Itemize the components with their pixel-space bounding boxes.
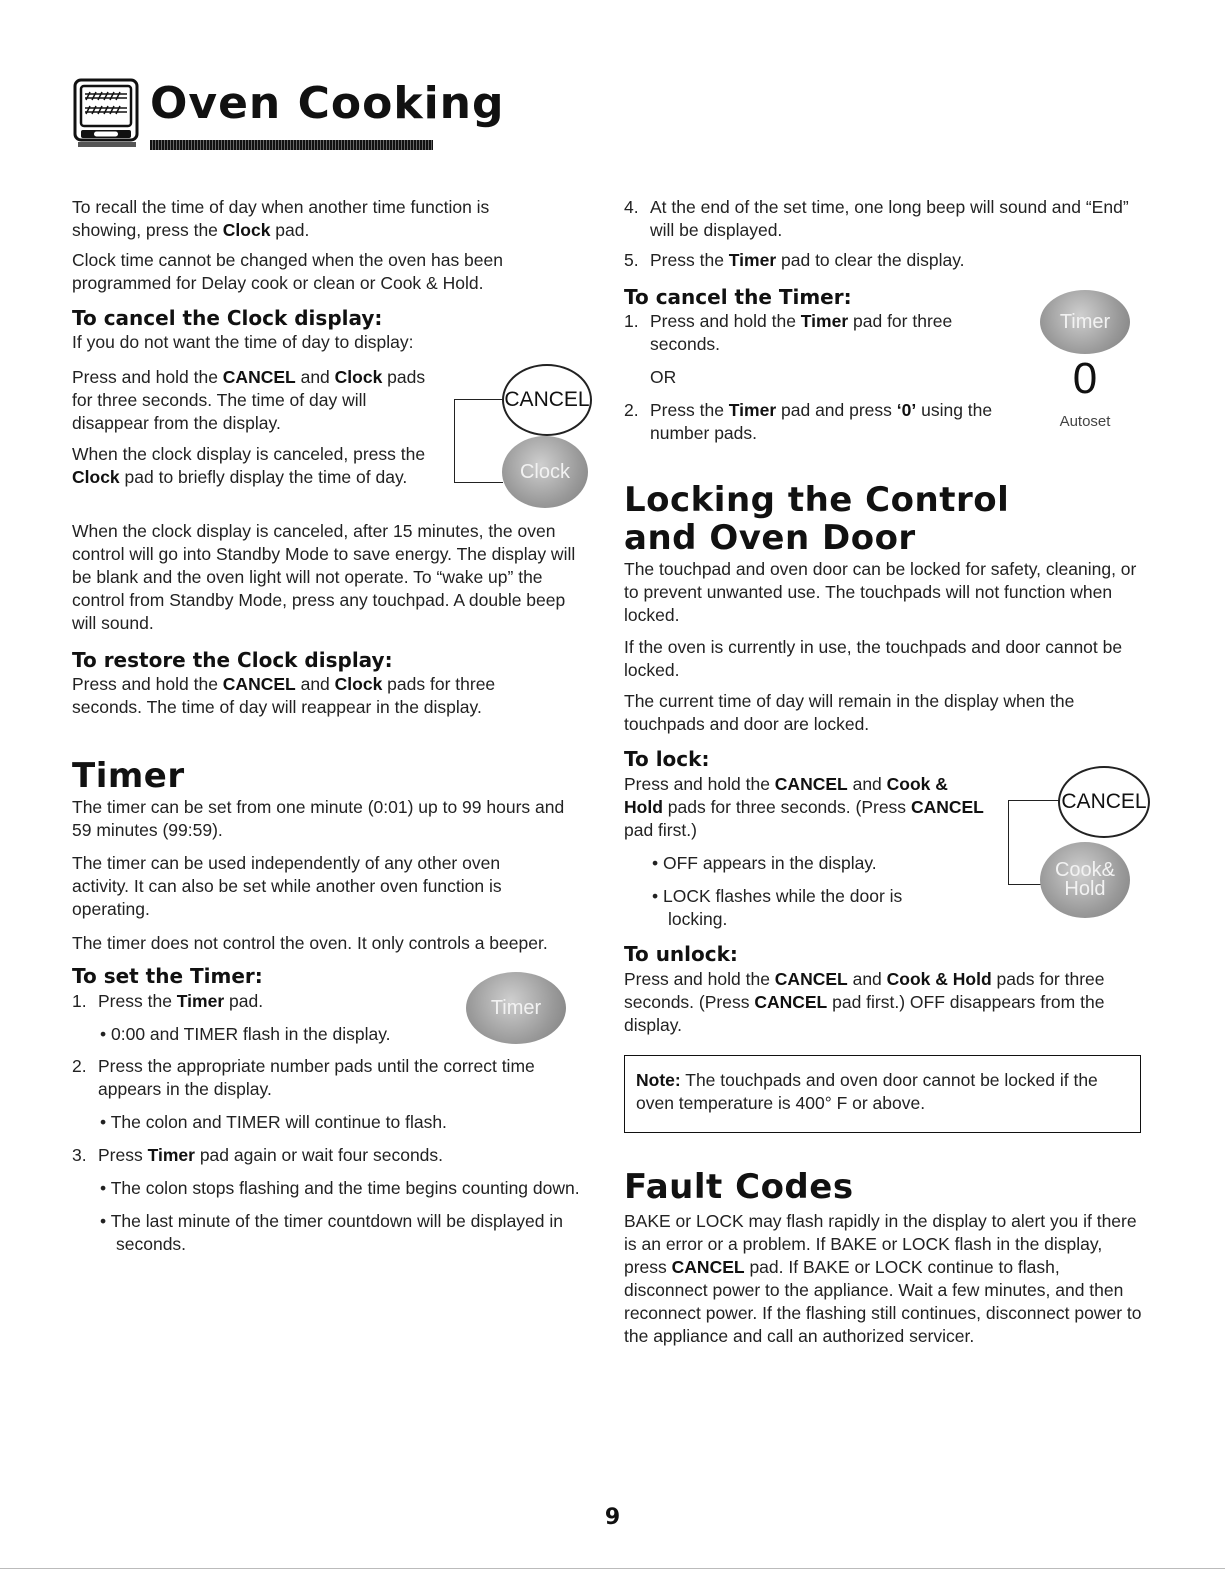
lock-bullet-2: • LOCK flashes while the door is locking.: [652, 886, 903, 929]
timer-range-paragraph: The timer can be set from one minute (0:01) up to 99 hours and 59 minutes (99:59).: [72, 797, 565, 840]
heading-rule: [150, 140, 433, 150]
cancel-pad[interactable]: CANCEL: [502, 364, 592, 436]
standby-paragraph: When the clock display is canceled, after 15 minutes, the oven control will go into Standby Mode to save energy. The display will be blank and the oven light will not operate. To “wake up” the control from Standby Mode, press any touchpad. A double beep will sound.: [72, 521, 576, 633]
page-title: Oven Cooking: [150, 78, 505, 129]
restore-clock-paragraph: Press and hold the CANCEL and Clock pads for three seconds. The time of day will reappear in the display.: [72, 674, 496, 717]
lock-heading: To lock:: [624, 747, 710, 771]
oven-icon: [72, 78, 142, 148]
timer-heading: Timer: [72, 756, 185, 796]
unlock-paragraph: Press and hold the CANCEL and Cook & Hold pads for three seconds. (Press CANCEL pad first.) OFF disappears from the display.: [624, 969, 1105, 1035]
or-label: OR: [650, 367, 677, 387]
step-3-bullet-2: • The last minute of the timer countdown will be displayed in seconds.: [100, 1211, 564, 1254]
cancel-pad-lock[interactable]: CANCEL: [1058, 766, 1150, 838]
clock-pad[interactable]: Clock: [502, 436, 588, 508]
locking-paragraph-2: If the oven is currently in use, the touchpads and door cannot be locked.: [624, 637, 1123, 680]
fault-codes-paragraph: BAKE or LOCK may flash rapidly in the display to alert you if there is an error or a problem. If BAKE or LOCK flash in the display, press CANCEL pad. If BAKE or LOCK continue to flash, disconnect power to the appliance. Wait a few minutes, and then reconnect power. If the flashing still continues, disconnect power to the appliance and call an authorized servicer.: [624, 1211, 1142, 1346]
cancel-clock-instructions: Press and hold the CANCEL and Clock pads for three seconds. The time of day will disappear from the display.: [72, 367, 426, 433]
zero-key[interactable]: 0: [1072, 354, 1098, 403]
fault-codes-heading: Fault Codes: [624, 1167, 854, 1207]
step-1: 1. Press the Timer pad.: [72, 991, 264, 1011]
locking-paragraph-1: The touchpad and oven door can be locked for safety, cleaning, or to prevent unwanted use. The touchpads will not function when locked.: [624, 559, 1137, 625]
lock-bullet-1: • OFF appears in the display.: [652, 853, 877, 873]
clock-note-paragraph: Clock time cannot be changed when the oven has been programmed for Delay cook or clean or Cook & Hold.: [72, 250, 503, 293]
timer-beeper-paragraph: The timer does not control the oven. It only controls a beeper.: [72, 933, 548, 953]
note-text: Note: The touchpads and oven door cannot be locked if the oven temperature is 400° F or above.: [636, 1070, 1098, 1113]
unlock-heading: To unlock:: [624, 942, 738, 966]
cancel-timer-heading: To cancel the Timer:: [624, 285, 852, 309]
step-4: 4. At the end of the set time, one long beep will sound and “End” will be displayed.: [624, 197, 1129, 240]
set-timer-heading: To set the Timer:: [72, 964, 263, 988]
step-2: 2. Press the appropriate number pads until the correct time appears in the display.: [72, 1056, 535, 1099]
timer-pad-cancel[interactable]: Timer: [1040, 290, 1130, 354]
step-3: 3. Press Timer pad again or wait four seconds.: [72, 1145, 444, 1165]
cancel-timer-step-1: 1. Press and hold the Timer pad for three seconds.: [624, 311, 953, 354]
lock-bullets: [640, 852, 930, 931]
lock-paragraph: Press and hold the CANCEL and Cook & Hold pads for three seconds. (Press CANCEL pad first.): [624, 774, 984, 840]
autoset-label: Autoset: [1059, 413, 1111, 430]
timer-independent-paragraph: The timer can be used independently of any other oven activity. It can also be set while another oven function is operating.: [72, 853, 502, 919]
bottom-rule: [0, 1568, 1225, 1569]
pad-bracket: [454, 399, 503, 483]
intro-paragraph: To recall the time of day when another time function is showing, press the Clock pad.: [72, 197, 490, 240]
locking-heading: Locking the Control and Oven Door: [624, 480, 1010, 558]
cancel-clock-followup: When the clock display is canceled, press the Clock pad to briefly display the time of day.: [72, 444, 426, 487]
step-3-bullet-1: • The colon stops flashing and the time begins counting down.: [100, 1178, 580, 1198]
cook-hold-pad[interactable]: Cook& Hold: [1040, 842, 1130, 918]
restore-clock-heading: To restore the Clock display:: [72, 648, 393, 672]
cancel-clock-intro: If you do not want the time of day to display:: [72, 332, 414, 352]
timer-pad[interactable]: Timer: [466, 972, 566, 1044]
cancel-clock-heading: To cancel the Clock display:: [72, 306, 383, 330]
step-2-bullet: • The colon and TIMER will continue to flash.: [100, 1112, 447, 1132]
step-5: 5. Press the Timer pad to clear the display.: [624, 250, 965, 270]
cancel-timer-step-2: 2. Press the Timer pad and press ‘0’ using the number pads.: [624, 400, 993, 443]
step-1-bullet: • 0:00 and TIMER flash in the display.: [100, 1024, 391, 1044]
page-number: 9: [604, 1505, 621, 1530]
locking-paragraph-3: The current time of day will remain in the display when the touchpads and door are locked.: [624, 691, 1075, 734]
